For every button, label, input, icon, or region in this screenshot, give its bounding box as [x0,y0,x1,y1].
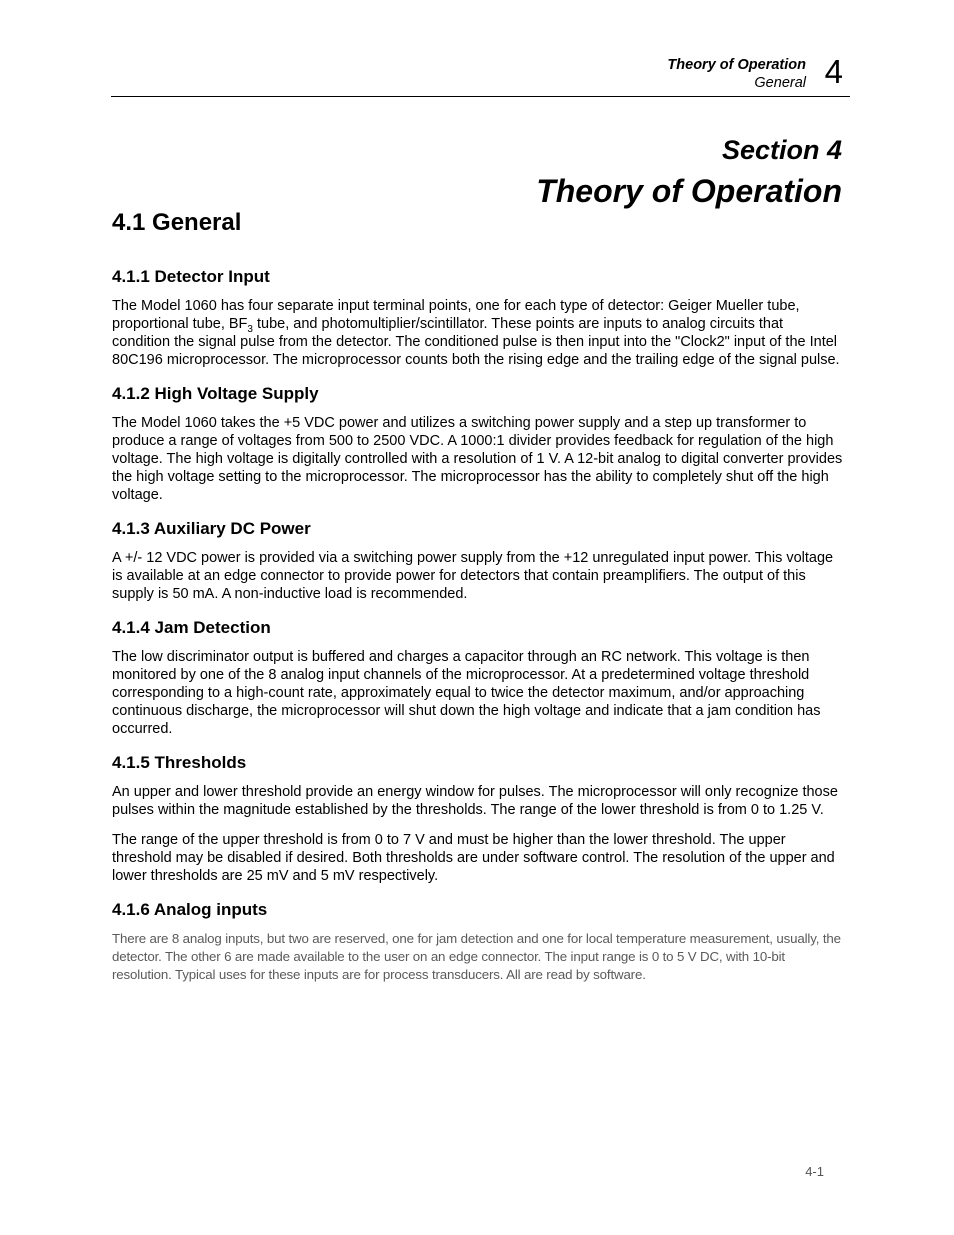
running-header-subtitle: General [754,75,806,91]
paragraph: There are 8 analog inputs, but two are reserved, one for jam detection and one for local temperature measurement, usually, the detector. The other 6 are made available to the user on an edge connector. The input range is 0 to 5 V DC, with 10-bit resolution. Typical uses for these inputs are for process transducers. All are read by software. [112,931,841,982]
subsection-jam-detection [112,617,844,738]
subsection-heading: 4.1.2 High Voltage Supply [112,384,319,403]
page-body [112,206,844,998]
subsection-heading: 4.1.6 Analog inputs [112,900,268,919]
paragraph [112,297,844,369]
paragraph: An upper and lower threshold provide an energy window for pulses. The microprocessor will only recognize those pulses within the magnitude established by the thresholds. The range of the lower threshold is from 0 to 1.25 V. [112,784,838,818]
subsection-detector-input [112,266,844,369]
header-divider [111,96,850,97]
page-number: 4-1 [805,1164,824,1179]
paragraph-text: tube, and photomultiplier/scintillator. These points are inputs to analog circuits that condition the signal pulse from the detector. The conditioned pulse is then input into the "Clock2" input of the Intel 80C196 microprocessor. The microprocessor counts both the rising edge and the trailing edge of the signal pulse. [112,316,840,368]
paragraph: A +/- 12 VDC power is provided via a switching power supply from the +12 unregulated input power. This voltage is available at an edge connector to provide power for detectors that contain preamplifiers. The output of this supply is 50 mA. A non-inductive load is recommended. [112,550,834,602]
general-heading: 4.1 General [112,209,242,236]
paragraph: The Model 1060 takes the +5 VDC power and utilizes a switching power supply and a step up transformer to produce a range of voltages from 500 to 2500 VDC. A 1000:1 divider provides feedback for regulation of the high voltage. The high voltage is digitally controlled with a resolution of 1 V. A 12-bit analog to digital converter provides the high voltage setting to the microprocessor. The microprocessor has the ability to completely shut off the high voltage. [112,415,843,503]
section-title: Theory of Operation [536,173,842,209]
subsection-analog-inputs [112,899,844,984]
subsection-heading: 4.1.4 Jam Detection [112,618,271,637]
paragraph: The low discriminator output is buffered and charges a capacitor through an RC network. This voltage is then monitored by one of the 8 analog input channels of the microprocessor. At a predetermined voltage threshold corresponding to a high-count rate, approximately equal to twice the detector maximum, and/or approaching continuous discharge, the microprocessor will shut down the high voltage and indicate that a jam condition has occurred. [112,649,821,737]
subscript: 3 [247,323,253,335]
section-label: Section 4 [721,135,842,165]
paragraph: The range of the upper threshold is from 0 to 7 V and must be higher than the lower threshold. The upper threshold may be disabled if desired. Both thresholds are under software control. The resolution of the upper and lower thresholds are 25 mV and 5 mV respectively. [112,832,835,884]
subsection-heading: 4.1.1 Detector Input [112,267,270,286]
running-header-title: Theory of Operation [667,57,806,73]
running-header [667,56,806,92]
subsection-heading: 4.1.3 Auxiliary DC Power [112,519,311,538]
subsection-auxiliary-dc [112,518,844,603]
subsection-high-voltage [112,383,844,504]
chapter-number: 4 [824,53,843,90]
subsection-thresholds [112,752,844,885]
subsection-heading: 4.1.5 Thresholds [112,753,247,772]
paragraph-text: The Model 1060 has four separate input terminal points, one for each type of detector: Geiger Mueller tube, proportional tube, BF [112,298,800,332]
